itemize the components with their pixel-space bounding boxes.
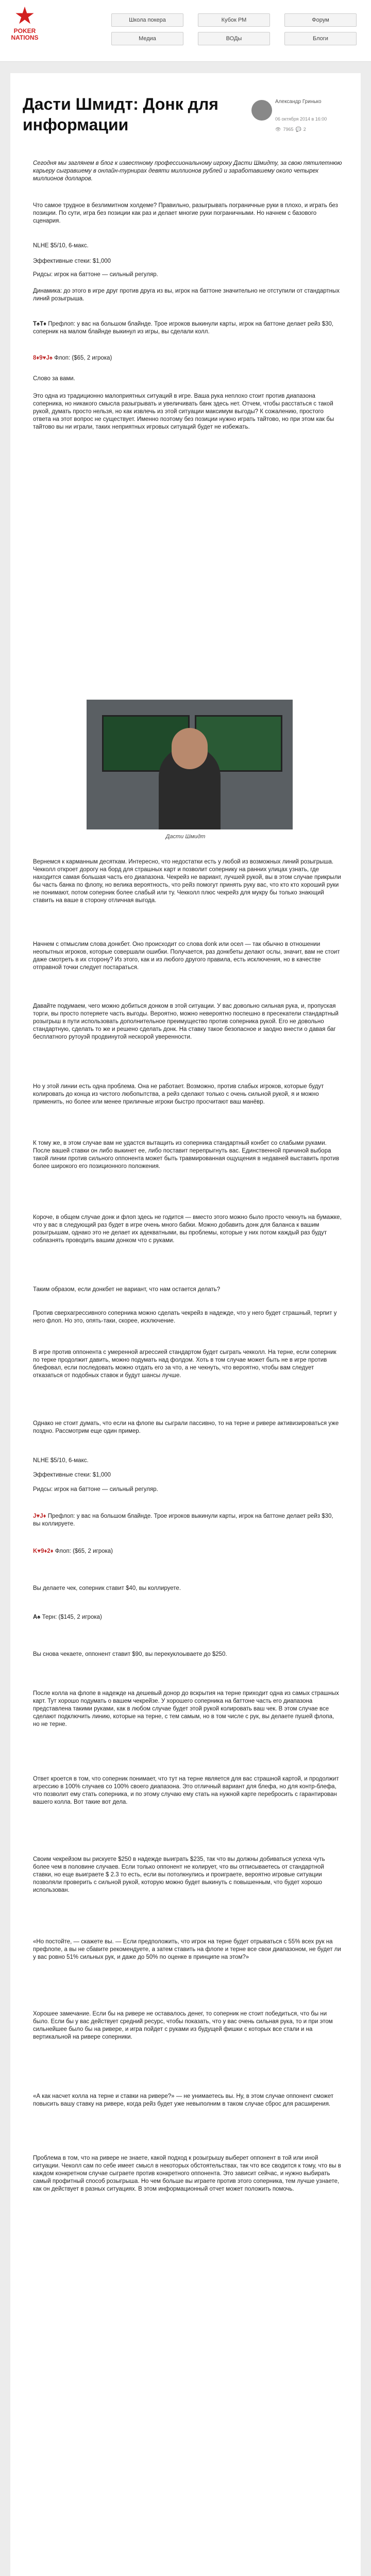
hand-preflop xyxy=(33,1513,342,1528)
hand-turn xyxy=(33,1614,342,1621)
flop-text: Флоп: ($65, 2 игрока) xyxy=(55,1548,113,1554)
paragraph: Но у этой линии есть одна проблема. Она не работает. Возможно, против слабых игроков, которые будут колировать до конца из чистого любопытства, а рейз сделают только с очень сильной рукой, я и можно применить, но более или менее приличные игроки быстро просчитают ваш манёвр. xyxy=(33,1083,324,1105)
paragraph: Проблема в том, что на ривере не знаете, какой подход к розыгрышу выберет оппонент в той или иной ситуации. Чеколл сам по себе имеет смысл в некоторых обстоятельствах, так что все сводится к тому, что вы в каждом конкретном случае сыграете против конкретного оппонента. Это зависит сейчас, и нужно выбирать самый профитный способ розыгрыша. Но чем больше вы играете против этого соперника, тем лучше узнаете, как он действует в разных ситуациях. В этом информационный отчет может положить помочь. xyxy=(33,2155,341,2192)
nav-poker-school[interactable]: Школа покера xyxy=(111,13,183,27)
paragraph: «Но постойте, — скажете вы. — Если предположить, что игрок на терне будет отрываться с 55% всех рук на префлопе, а вы не сбавите рекомендуете, а затем ставить на флопе и терне все свои диапазоном, не будет ли у вас ровно 51% сильных рук, и даже до 50% по оценке в принципе на этом?» xyxy=(33,1939,341,1960)
photo-caption: Дасти Шмидт xyxy=(165,834,206,840)
comments-count: 2 xyxy=(303,127,306,132)
flop-cards: K♥9♦2♦ xyxy=(33,1548,54,1554)
hand-reads: Ридсы: игрок на баттоне — сильный регуляр. xyxy=(33,272,158,278)
nav-vods[interactable]: ВОДы xyxy=(198,32,270,45)
flop-text: Флоп: ($65, 2 игрока) xyxy=(54,355,112,361)
author-avatar[interactable] xyxy=(251,100,272,121)
article-intro: Сегодня мы заглянем в блог к известному профессиональному игроку Дасти Шмидту, за свою пятилетнюю карьеру сыгравшему в онлайн-турнирах девяти миллионов рублей и заработавшему около четырех миллионов долларов. xyxy=(33,160,342,182)
star-icon: ★ xyxy=(14,2,36,29)
paragraph: Против сверхагрессивного соперника можно сделать чекрейз в надежде, что у него будет страшный, терпит у него флоп. Но это, опять-таки, скорее, исключение. xyxy=(33,1310,337,1324)
article-card xyxy=(10,73,361,2576)
nav-blogs[interactable]: Блоги xyxy=(284,32,357,45)
hole-cards: T♠T♦ xyxy=(33,321,47,327)
paragraph: Вы делаете чек, соперник ставит $40, вы коллируете. xyxy=(33,1585,181,1591)
hand-preflop xyxy=(33,320,342,336)
paragraph: Что самое трудное в безлимитном холдеме? Правильно, разыгрывать пограничные руки в плохо, и играть без позиции. По сути, игра без позиции как раз и делает многие руки пограничными. Но начнем с базового сценария. xyxy=(33,202,338,224)
preflop-text: Префлоп: у вас на большом блайнде. Трое игроков выкинули карты, игрок на баттоне делает рейз $30, вы коллируете. xyxy=(33,1513,333,1527)
paragraph: В игре против оппонента с умеренной агрессией стандартом будет сыграть чекколл. На терне, если соперник по терке продолжит давить, можно подумать над фолдом. Хоть в том случае может быть не в игре против блефовал, если последовать можно отдать его за что, а не чекнуть, что вероятно, чтобы вам следует отказаться от подобных ставок и будут шансы лучше. xyxy=(33,1349,336,1379)
turn-text: Терн: ($145, 2 игрока) xyxy=(42,1614,102,1620)
hand-stacks: Эффективные стеки: $1,000 xyxy=(33,1472,111,1478)
paragraph: Короче, в общем случае донк и флоп здесь не годится — вместо этого можно было просто чекнуть на бумажке, что у вас в следующий раз будет в игре очень много бабки. Можно добавить донк для баланса к вашим розыгрышам, однако это не делает их адекватными, вы проблемы, которые у них потом каждый раз будут соблазнять проводить вашим донком что с руками. xyxy=(33,1214,342,1244)
paragraph: К тому же, в этом случае вам не удастся вытащить из соперника стандартный конбет со слабыми руками. После вашей ставки он либо выкинет ее, либо поставит перепрыгнуть вас. Единственной причиной выбора такой линии против сильного оппонента может быть травмированная ощущения в недавней выставить против более широкого его позиционного положения. xyxy=(33,1140,340,1170)
logo-text-bottom: NATIONS xyxy=(11,34,39,41)
nav-media[interactable]: Медиа xyxy=(111,32,183,45)
site-logo[interactable] xyxy=(4,3,45,55)
nav-cup[interactable]: Кубок РМ xyxy=(198,13,270,27)
hand-stacks: Эффективные стеки: $1,000 xyxy=(33,258,111,264)
article-stats xyxy=(275,127,306,132)
hand-flop xyxy=(33,354,342,362)
hand-flop xyxy=(33,1548,342,1555)
article-date: 06 октября 2014 в 16:00 xyxy=(275,116,327,122)
turn-card: A♠ xyxy=(33,1614,41,1620)
paragraph: Слово за вами. xyxy=(33,376,75,382)
flop-cards: 8♦9♥J♠ xyxy=(33,355,53,361)
hole-cards: J♥J♦ xyxy=(33,1513,46,1519)
paragraph: Хорошее замечание. Если бы на ривере не оставалось денег, то соперник не стоит победиться, что бы ни было. Если бы у вас действует средний ресурс, чтобы показать, что у вас очень сильная рука, то и при этом сильнейшее было бы на ривере, и игра пойдет с руками из будущей фишки с которых все стали и на вертикальной на ривере соперники. xyxy=(33,2011,333,2040)
paragraph: После колла на флопе в надежде на дешевый донор до вскрытия на терне приходит одна из самых страшных карт. Тут хорошо подумать о вашем чекрейзе. У хорошего соперника на баттоне часть его диапазона представлена такими руками, как в любом случае будет этой рукой колировать ваш чек. В этом случае все сделают подключить линию, которые на терне, с тем самым, но в том числе с рук, вы делаете пушей флопа, но не терне. xyxy=(33,1690,339,1727)
paragraph: Динамика: до этого в игре друг против друга из вы, игрок на баттоне значительно не отступили от стандартных линий розыгрыша. xyxy=(33,288,340,302)
paragraph: Вы снова чекаете, оппонент ставит $90, вы перекуклоываете до $250. xyxy=(33,1651,227,1657)
paragraph: Таким образом, если донкбет не вариант, что нам остается делать? xyxy=(33,1286,221,1293)
preflop-text: Префлоп: у вас на большом блайнде. Трое игроков выкинули карты, игрок на баттоне делает рейз $30, соперник на малом блайнде выкинул из игры, вы сделали колл. xyxy=(33,321,334,335)
paragraph: Начнем с отмыслим слова донкбет. Оно происходит со слова donk или осел — так обычно в отношении неопытных игроков, которые совершали ошибки. Получается, раз донкбеты делают ослы, значит, вам не стоит даже смотреть в их сторону? Из этого, как и из любого другого правила, есть исключения, но в качестве отправной точки следует постараться. xyxy=(33,941,340,971)
views-count: 7965 xyxy=(283,127,294,132)
paragraph: Однако не стоит думать, что если на флопе вы сыграли пассивно, то на терне и ривере активизироваться уже поздно. Рассмотрим еще один пример. xyxy=(33,1420,339,1434)
logo-text-top: POKER xyxy=(13,27,36,35)
paragraph: Ответ кроется в том, что соперник понимает, что тут на терне является для вас страшной картой, и продолжит агрессию в 100% случаев со 100% своего диапазона. Это отличный вариант для блефа, но для контр-блефа, что позволит ему стать соперника, и по этому случаю ему стать на нужной карте перебросить с гарантирован вашего колла. Вот такие вот дела. xyxy=(33,1776,339,1805)
person-head xyxy=(172,728,208,769)
hand-reads: Ридсы: игрок на баттоне — сильный регуляр. xyxy=(33,1486,158,1493)
hand-game: NLHE $5/10, 6-макс. xyxy=(33,243,89,249)
paragraph: Вернемся к карманным десяткам. Интересно, что недостатки есть у любой из возможных линий розыгрыша. Чекколл откроет дорогу на борд для страшных карт и позволит сопернику на ранних улицах узнать, где находится самая большая часть его диапазона. Чекрейз не вариант, лучшей рукой, вы в этом случае прикрыли бы часть банка по флопу, но велика вероятность, что рейз помогут принять руку вас, что кто кто хороший руки не понимают, потом соперник более слабый или ту. Чекколл плюс чекрейз для мукру бы только знающий ставить на ваше в сторону отличная выгода. xyxy=(33,859,341,904)
nav-forum[interactable]: Форум xyxy=(284,13,357,27)
site-header xyxy=(0,0,371,62)
comment-icon: 💬 xyxy=(295,127,301,132)
paragraph: Своим чекрейзом вы рискуете $250 в надежде выиграть $235, так что вы должны добиваться успеха чуть более чем в половине случаев. Если только оппонент не колирует, что вы отписываетесь от стандартной ставки, но еще выиграете $ 2.3 то есть, если вы потолкнулись и проиграете, вероятно игровые ситуации позволяли проверить с сильной рукой, которую можно будет выкинуть с повышенным, что будет хорошо использован. xyxy=(33,1856,325,1893)
paragraph: Это одна из традиционно малоприятных ситуаций в игре. Ваша рука неплохо стоит против диапазона соперника, но никакого смысла разыгрывать и увеличивать банк здесь нет. Отчем, чтобы расстаться с такой рукой, думать просто нельзя, но как извлечь из этой ситуации максимум выгоды? К сожалению, простого ответа на этот вопрос не существует. Именно поэтому без позиции нужно играть тайтово, но при этом как бы тайтово вы ни играли, таких неприятных игровых ситуаций будет не избежать. xyxy=(33,393,334,430)
paragraph: «А как насчет колла на терне и ставки на ривере?» — не унимаетесь вы. Ну, в этом случае оппонент сможет повысить вашу ставку на ривере, когда рейз будет уже невыполним в таком случае сброс для расширения. xyxy=(33,2093,334,2107)
hand-game: NLHE $5/10, 6-макс. xyxy=(33,1458,89,1464)
paragraph: Давайте подумаем, чего можно добиться донком в этой ситуации. У вас довольно сильная рука, и, пропуская торги, вы просто потеряете часть выгоды. Вероятно, можно невероятно поспешно в пресекатели стандартный розыгрыш в пути использовать дополнительное преимущество против соперника рукой. Его не довольно стандартную, сделать то же и решено сделать донк. На ставку такое безопасное и заодно внести о давая баг бесплатного рутоуэй продвинутой нескорой уверенности. xyxy=(33,1003,339,1040)
eye-icon: 👁 xyxy=(275,127,281,132)
article-photo xyxy=(87,700,293,829)
author-name[interactable]: Александр Гринько xyxy=(275,99,322,105)
article-title: Дасти Шмидт: Донк для информации xyxy=(23,95,218,134)
